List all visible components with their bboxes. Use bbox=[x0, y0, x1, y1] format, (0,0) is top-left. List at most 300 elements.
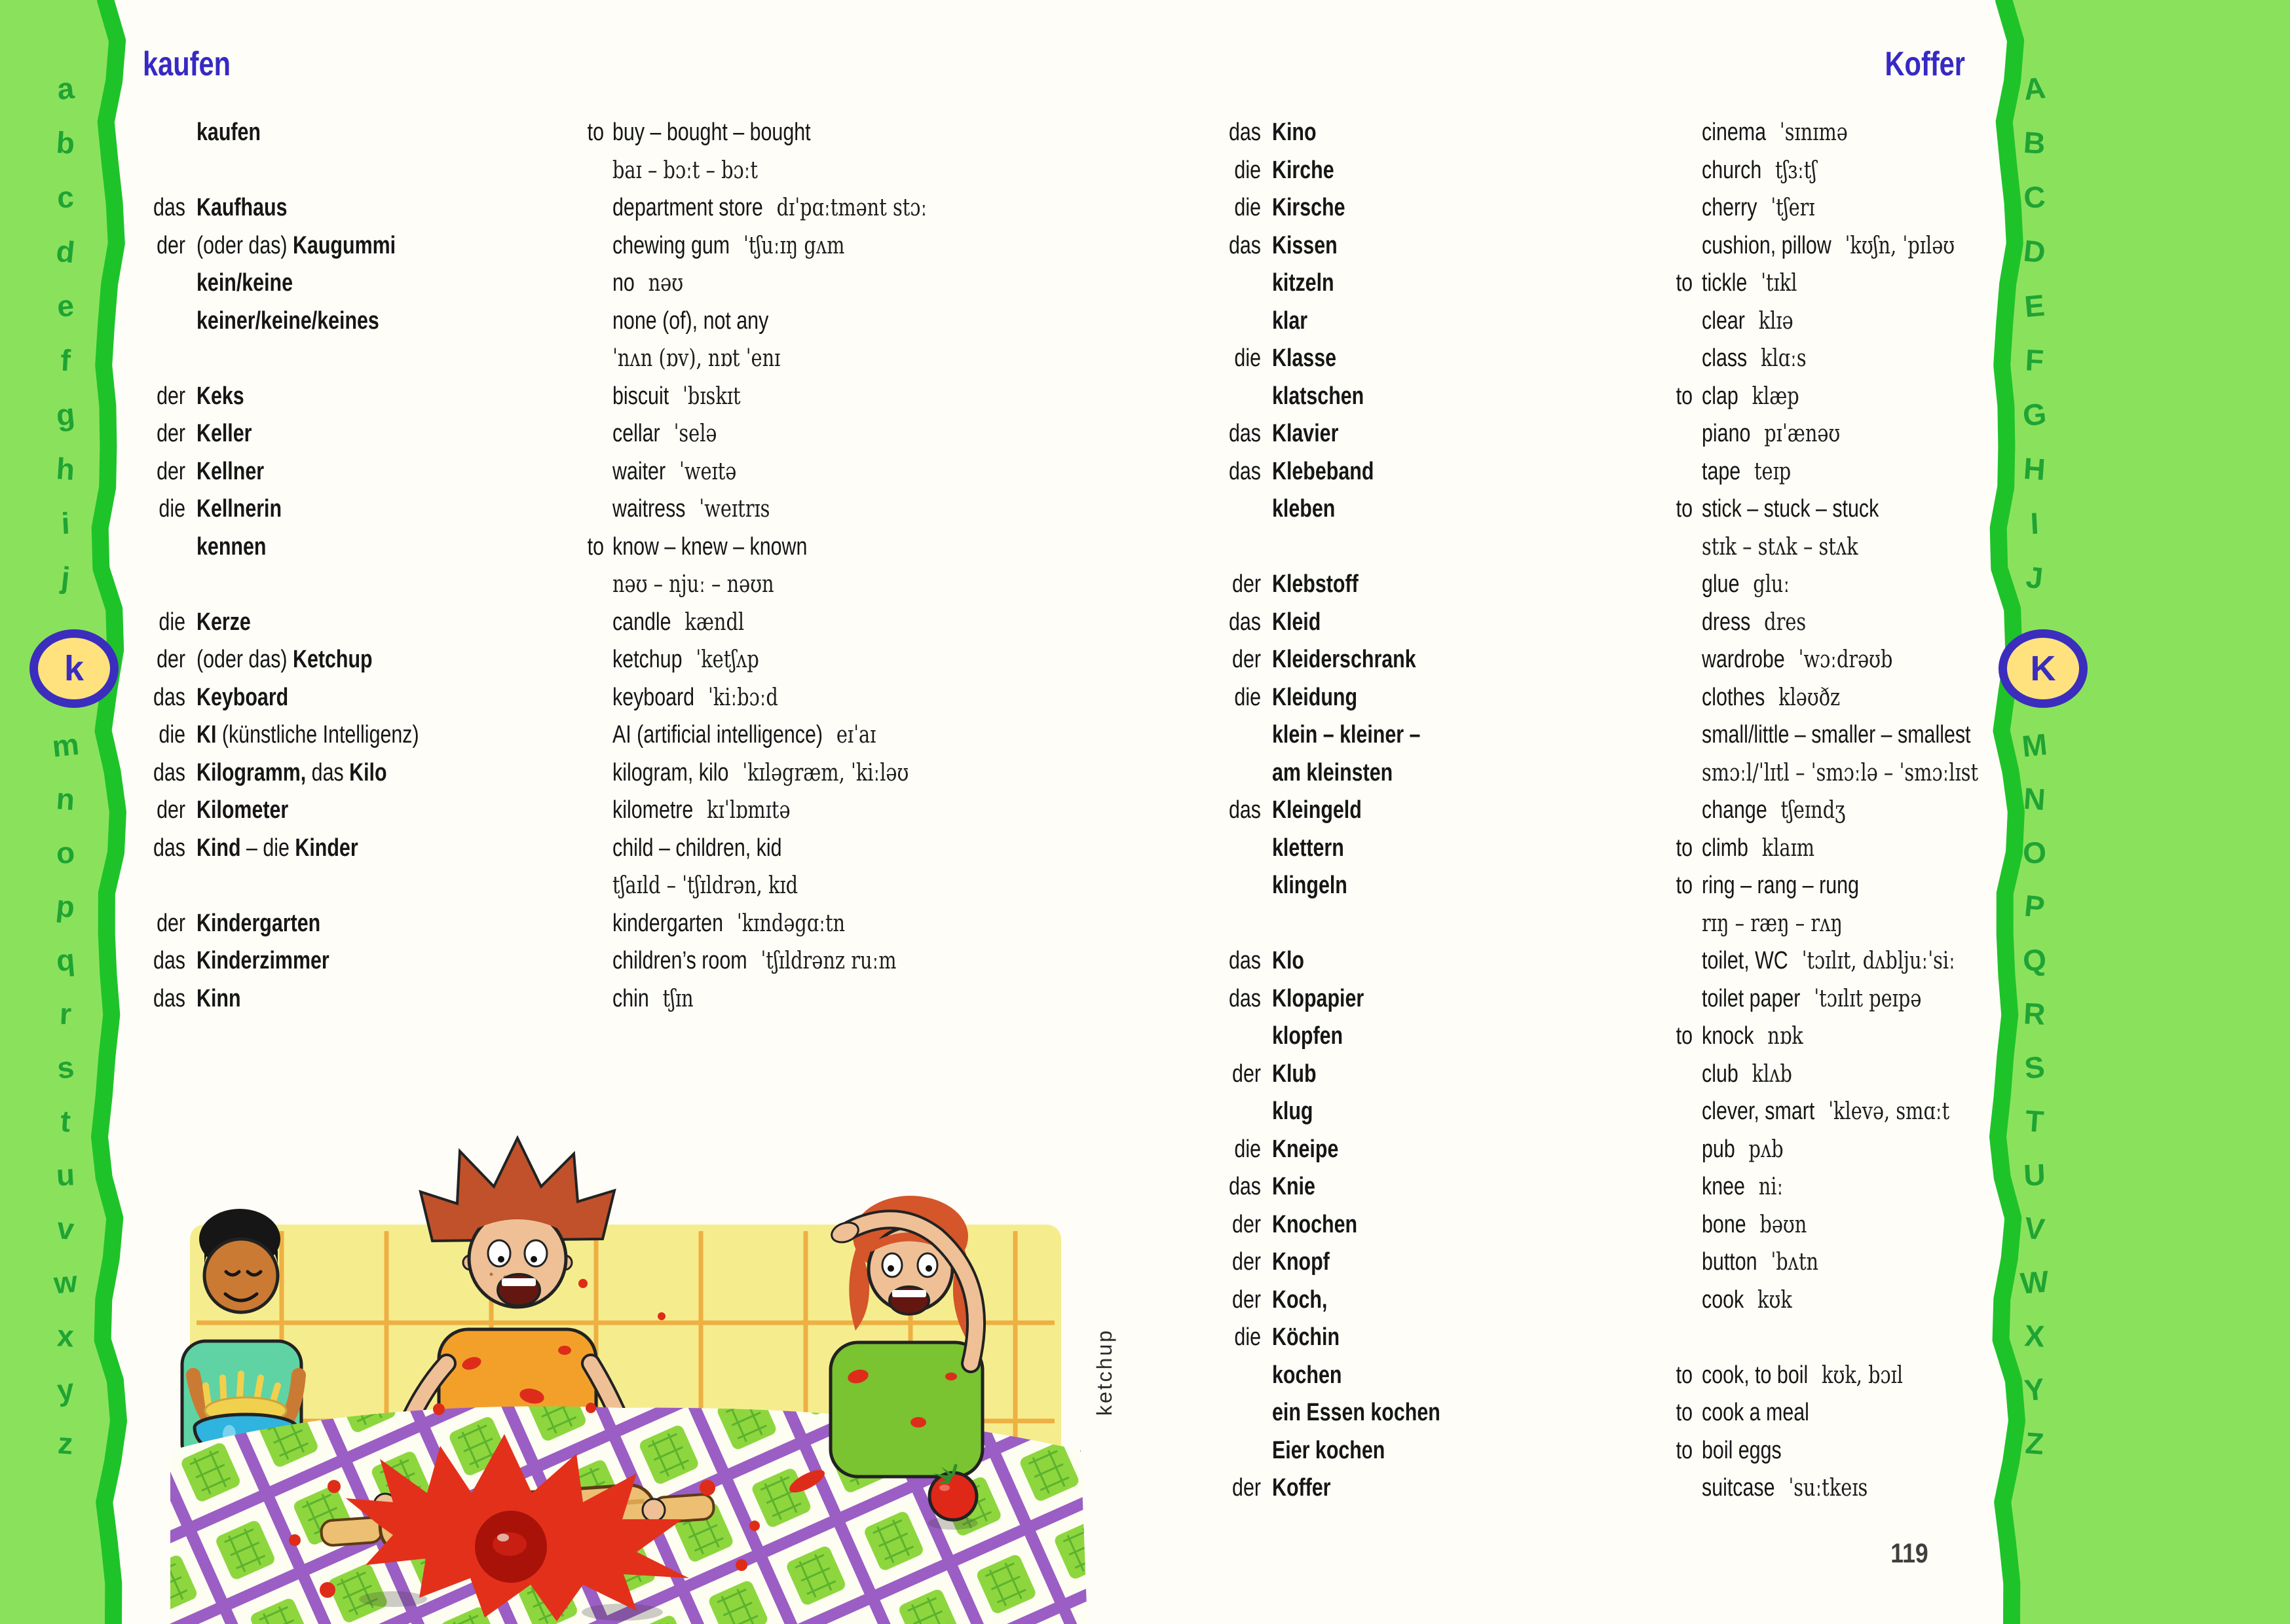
ipa-transcription: rɪŋ – ræŋ – rʌŋ bbox=[1702, 910, 1843, 937]
entry-row bbox=[0, 1432, 2290, 1469]
article-label: die bbox=[159, 495, 185, 523]
ipa-transcription: tʃeɪndʒ bbox=[1780, 797, 1846, 824]
ipa-transcription: pʌb bbox=[1748, 1135, 1784, 1163]
german-term bbox=[1272, 942, 1304, 979]
german-word: Eier kochen bbox=[1272, 1436, 1385, 1464]
german-term bbox=[1272, 830, 1344, 866]
german-word: Kinn bbox=[197, 984, 241, 1012]
to-particle: to bbox=[1676, 269, 1693, 297]
ipa-transcription: ˈbʌtn bbox=[1771, 1249, 1819, 1276]
article-label: das bbox=[153, 194, 185, 221]
german-word: Klub bbox=[1272, 1060, 1317, 1088]
entry-row bbox=[0, 528, 2290, 565]
ipa-transcription: kʊk, bɔɪl bbox=[1822, 1361, 1904, 1389]
english-translation bbox=[1702, 792, 1845, 829]
german-word: klein – kleiner – bbox=[1272, 721, 1421, 748]
ipa-transcription: ˈtɪkl bbox=[1761, 270, 1797, 297]
entry-row bbox=[0, 303, 2290, 339]
english-translation bbox=[1702, 1282, 1792, 1319]
english-word: ketchup bbox=[612, 646, 683, 673]
english-translation bbox=[1702, 604, 1806, 641]
article-label: das bbox=[1228, 457, 1261, 485]
german-word: kein/keine bbox=[197, 269, 293, 297]
german-word: klopfen bbox=[1272, 1022, 1343, 1050]
alphabet-letter-Z: Z bbox=[2024, 1426, 2045, 1461]
entry-row bbox=[0, 227, 2290, 264]
article-label: das bbox=[153, 834, 185, 862]
german-word: Kneipe bbox=[1272, 1135, 1339, 1163]
english-word: ring – rang – rung bbox=[1702, 872, 1859, 899]
german-word-2: Kinder bbox=[295, 834, 358, 862]
english-word: toilet paper bbox=[1702, 984, 1801, 1012]
german-word: klug bbox=[1272, 1098, 1313, 1125]
german-term bbox=[1272, 980, 1364, 1017]
german-word: Klo bbox=[1272, 947, 1304, 974]
ipa-transcription: kʊk bbox=[1757, 1286, 1792, 1314]
english-translation bbox=[1702, 679, 1840, 716]
ipa-transcription: pɪˈænəʊ bbox=[1764, 420, 1841, 447]
ipa-transcription: klæp bbox=[1752, 382, 1799, 410]
alphabet-letter-e: e bbox=[55, 287, 76, 324]
entry-row bbox=[0, 830, 2290, 866]
german-word: Klopapier bbox=[1272, 984, 1364, 1012]
alphabet-letter-E: E bbox=[2023, 287, 2046, 324]
german-word: Klavier bbox=[1272, 420, 1339, 447]
german-word: Kissen bbox=[1272, 231, 1338, 259]
english-word: buy – bought – bought bbox=[612, 119, 811, 146]
article-label: der bbox=[157, 909, 185, 937]
english-word: waitress bbox=[612, 495, 686, 523]
german-term bbox=[1272, 189, 1345, 226]
german-word: KI bbox=[197, 721, 217, 748]
entry-row bbox=[0, 1131, 2290, 1168]
german-term bbox=[1272, 1282, 1327, 1318]
german-word: Ketchup bbox=[293, 646, 373, 673]
english-word: clever, smart bbox=[1702, 1098, 1815, 1125]
german-word: Kerze bbox=[197, 608, 251, 636]
to-particle: to bbox=[1676, 834, 1693, 862]
english-word: chewing gum bbox=[612, 231, 730, 259]
alphabet-letter-x: x bbox=[56, 1318, 75, 1354]
english-word: cook bbox=[1702, 1285, 1744, 1314]
alphabet-letter-t: t bbox=[59, 1103, 72, 1139]
german-word: Kirsche bbox=[1272, 194, 1345, 221]
german-word: Koch, bbox=[1272, 1285, 1328, 1314]
article-label: die bbox=[1234, 344, 1261, 372]
article-label: das bbox=[153, 758, 185, 786]
german-word: Kirche bbox=[1272, 156, 1334, 184]
english-word: no bbox=[612, 269, 635, 297]
german-word: Kilometer bbox=[197, 796, 289, 824]
german-word: Klasse bbox=[1272, 344, 1337, 372]
english-word: button bbox=[1702, 1248, 1757, 1276]
ipa-transcription: ˈtɔɪlɪt peɪpə bbox=[1814, 985, 1922, 1012]
ipa-transcription: ˈnʌn (ɒv), nɒt ˈenɪ bbox=[612, 345, 781, 372]
alphabet-letter-s: s bbox=[55, 1049, 76, 1086]
ipa-transcription: ˈweɪtrɪs bbox=[699, 496, 770, 523]
alphabet-letter-R: R bbox=[2023, 996, 2046, 1031]
english-word: department store bbox=[612, 194, 763, 221]
ipa-transcription: tʃɪn bbox=[662, 985, 694, 1012]
alphabet-letter-S: S bbox=[2023, 1049, 2046, 1086]
article-label: der bbox=[1232, 570, 1261, 598]
english-word: cinema bbox=[1702, 119, 1766, 146]
german-term bbox=[1272, 1093, 1313, 1130]
article-label: der bbox=[157, 796, 185, 824]
english-word: climb bbox=[1702, 834, 1748, 862]
english-translation bbox=[1702, 114, 1848, 151]
entry-row bbox=[0, 754, 2290, 791]
ipa-transcription: gluː bbox=[1753, 571, 1790, 598]
to-particle: to bbox=[1676, 1399, 1693, 1426]
english-word: cellar bbox=[612, 420, 660, 447]
entry-row bbox=[0, 1168, 2290, 1205]
english-word: none (of), not any bbox=[612, 306, 769, 335]
german-word: Kleid bbox=[1272, 608, 1321, 636]
english-translation bbox=[1702, 905, 1843, 942]
english-word: wardrobe bbox=[1702, 646, 1785, 673]
alphabet-letter-H: H bbox=[2022, 451, 2047, 487]
ipa-transcription: dɪˈpɑːtmənt stɔː bbox=[776, 194, 928, 221]
english-translation bbox=[1702, 830, 1814, 867]
german-term bbox=[1272, 265, 1334, 301]
english-word: clothes bbox=[1702, 683, 1765, 711]
ipa-transcription: kɪˈlɒmɪtə bbox=[707, 797, 791, 824]
entry-row bbox=[0, 189, 2290, 226]
english-word: stick – stuck – stuck bbox=[1702, 495, 1879, 523]
alphabet-letter-M: M bbox=[2020, 727, 2049, 764]
english-word: kindergarten bbox=[612, 909, 723, 937]
german-word: Klebstoff bbox=[1272, 570, 1359, 598]
english-word: tickle bbox=[1702, 269, 1748, 297]
alphabet-letter-v: v bbox=[55, 1210, 76, 1247]
german-pre: (oder das) bbox=[197, 231, 293, 259]
alphabet-letter-m: m bbox=[50, 727, 81, 764]
page-number: 119 bbox=[1890, 1538, 1928, 1568]
english-word: dress bbox=[1702, 608, 1751, 636]
german-term bbox=[1272, 1319, 1340, 1356]
english-translation bbox=[1702, 942, 1955, 980]
entry-row bbox=[0, 453, 2290, 490]
alphabet-letter-c: c bbox=[56, 179, 75, 215]
article-label: der bbox=[1232, 646, 1261, 673]
german-word: Kleingeld bbox=[1272, 796, 1362, 824]
entry-row bbox=[0, 716, 2290, 753]
ipa-transcription: tʃɜːtʃ bbox=[1775, 157, 1817, 184]
german-term bbox=[1272, 566, 1359, 602]
german-term bbox=[1272, 604, 1321, 640]
german-word: Kellner bbox=[197, 457, 265, 485]
german-term bbox=[1272, 378, 1364, 415]
article-label: der bbox=[1232, 1060, 1261, 1088]
german-term bbox=[1272, 1432, 1385, 1469]
entry-row bbox=[0, 679, 2290, 716]
alphabet-highlight-k: k bbox=[29, 629, 119, 708]
german-term bbox=[1272, 1244, 1330, 1280]
english-translation bbox=[1702, 490, 1879, 527]
ipa-transcription: ˈtʃɪldrənz ruːm bbox=[760, 948, 897, 974]
english-translation bbox=[1702, 415, 1840, 452]
alphabet-letter-g: g bbox=[54, 396, 77, 433]
article-label: das bbox=[153, 947, 185, 974]
english-word: candle bbox=[612, 608, 671, 636]
ipa-transcription: klaɪm bbox=[1761, 834, 1815, 862]
to-particle: to bbox=[1676, 382, 1693, 410]
article-label: die bbox=[1234, 156, 1261, 184]
german-word: kleben bbox=[1272, 495, 1336, 523]
german-term bbox=[1272, 453, 1374, 490]
german-word: Kind bbox=[197, 834, 241, 862]
to-particle: to bbox=[1676, 495, 1693, 523]
article-label: die bbox=[1234, 1135, 1261, 1163]
to-particle: to bbox=[587, 532, 604, 561]
ipa-transcription: bəʊn bbox=[1759, 1211, 1807, 1238]
entry-row bbox=[0, 604, 2290, 640]
entry-row bbox=[0, 1394, 2290, 1431]
entry-row bbox=[0, 792, 2290, 828]
german-term bbox=[1272, 716, 1420, 753]
article-label: die bbox=[159, 608, 185, 636]
german-mid: – die bbox=[240, 834, 295, 862]
english-translation bbox=[1702, 303, 1793, 340]
ipa-transcription: ˈkɪləgræm, ˈkiːləʊ bbox=[742, 759, 909, 786]
english-word: AI (artificial intelligence) bbox=[612, 721, 823, 748]
to-particle: to bbox=[1676, 1361, 1693, 1389]
german-word: klettern bbox=[1272, 834, 1344, 862]
article-label: die bbox=[1234, 1323, 1261, 1351]
ipa-transcription: smɔːl/ˈlɪtl – ˈsmɔːlə – ˈsmɔːlɪst bbox=[1702, 759, 1979, 786]
german-word: Keller bbox=[197, 420, 252, 447]
alphabet-letter-i: i bbox=[60, 506, 71, 541]
english-word: clear bbox=[1702, 306, 1745, 335]
ipa-transcription: klɑːs bbox=[1761, 345, 1807, 372]
alphabet-letter-w: w bbox=[52, 1264, 79, 1301]
german-word-2: Kilo bbox=[349, 758, 387, 786]
german-mid: das bbox=[306, 758, 350, 786]
english-translation bbox=[1702, 528, 1858, 566]
german-word: Kino bbox=[1272, 119, 1317, 146]
alphabet-letter-F: F bbox=[2024, 342, 2045, 378]
english-word: bone bbox=[1702, 1210, 1746, 1238]
ipa-transcription: baɪ – bɔːt – bɔːt bbox=[612, 157, 758, 184]
entry-row bbox=[0, 1282, 2290, 1318]
alphabet-letter-q: q bbox=[54, 942, 77, 978]
german-word: Kilogramm, bbox=[197, 758, 307, 786]
article-label: das bbox=[1228, 984, 1261, 1012]
entry-row bbox=[0, 867, 2290, 904]
english-translation bbox=[1702, 754, 1978, 792]
german-word: klar bbox=[1272, 306, 1308, 335]
article-label: das bbox=[153, 683, 185, 711]
english-translation bbox=[1702, 566, 1790, 603]
article-label: das bbox=[1228, 796, 1261, 824]
alphabet-letter-r: r bbox=[58, 996, 73, 1031]
english-word: class bbox=[1702, 344, 1748, 372]
entry-row bbox=[0, 415, 2290, 452]
ipa-transcription: ˈklevə, smɑːt bbox=[1828, 1098, 1950, 1125]
english-word: keyboard bbox=[612, 683, 695, 711]
english-word: chin bbox=[612, 984, 649, 1012]
german-word: kitzeln bbox=[1272, 269, 1334, 297]
entry-row bbox=[0, 1093, 2290, 1130]
english-translation bbox=[1702, 1131, 1784, 1168]
english-word: children’s room bbox=[612, 947, 747, 974]
alphabet-letter-O: O bbox=[2021, 835, 2048, 870]
ipa-transcription: ˈtɔɪlɪt, dʌbljuːˈsiː bbox=[1801, 948, 1955, 974]
entry-row bbox=[0, 1056, 2290, 1092]
german-term bbox=[1272, 1131, 1338, 1168]
entry-row bbox=[0, 1018, 2290, 1054]
entry-row bbox=[0, 1206, 2290, 1243]
alphabet-letter-j: j bbox=[59, 560, 72, 595]
english-word: knock bbox=[1702, 1022, 1754, 1050]
entry-row bbox=[0, 1357, 2290, 1393]
alphabet-letter-C: C bbox=[2023, 179, 2046, 215]
english-translation bbox=[1702, 1018, 1803, 1055]
entry-row bbox=[0, 265, 2290, 301]
entry-row bbox=[0, 1319, 2290, 1356]
alphabet-letter-G: G bbox=[2021, 396, 2048, 433]
english-translation bbox=[1702, 1168, 1783, 1206]
article-label: der bbox=[1232, 1248, 1261, 1276]
german-word: Köchin bbox=[1272, 1323, 1340, 1351]
english-translation bbox=[1702, 1206, 1807, 1244]
english-translation bbox=[1702, 716, 1971, 753]
english-translation bbox=[1702, 227, 1955, 265]
ipa-transcription: ˈketʃʌp bbox=[696, 646, 759, 673]
english-translation bbox=[1702, 1093, 1949, 1130]
alphabet-letter-T: T bbox=[2024, 1103, 2045, 1139]
german-term bbox=[1272, 415, 1338, 452]
german-word: Keyboard bbox=[197, 683, 289, 711]
english-translation bbox=[1702, 152, 1816, 189]
german-word: klatschen bbox=[1272, 382, 1364, 410]
english-word: small/little – smaller – smallest bbox=[1702, 721, 1971, 748]
english-word: piano bbox=[1702, 420, 1751, 447]
german-term bbox=[1272, 340, 1336, 377]
ipa-transcription: ˈweɪtə bbox=[679, 458, 737, 485]
right-page-header: Koffer bbox=[1885, 45, 1965, 83]
article-label: das bbox=[1228, 231, 1261, 259]
entry-row bbox=[0, 378, 2290, 415]
german-word: Kaufhaus bbox=[197, 194, 288, 221]
ipa-transcription: kləʊðz bbox=[1778, 684, 1841, 711]
ipa-transcription: nɒk bbox=[1767, 1023, 1803, 1050]
alphabet-letter-d: d bbox=[54, 233, 77, 270]
ipa-transcription: tʃaɪld – ˈtʃɪldrən, kɪd bbox=[612, 872, 798, 899]
alphabet-letter-B: B bbox=[2022, 124, 2047, 161]
ipa-transcription: klɪə bbox=[1758, 307, 1793, 335]
alphabet-letter-P: P bbox=[2023, 888, 2046, 925]
german-word: Knopf bbox=[1272, 1248, 1330, 1276]
english-translation bbox=[1702, 1056, 1792, 1093]
entry-row bbox=[0, 641, 2290, 678]
german-word: keiner/keine/keines bbox=[197, 306, 379, 335]
english-translation bbox=[1702, 1394, 1809, 1431]
to-particle: to bbox=[1676, 872, 1693, 899]
german-term bbox=[1272, 1357, 1342, 1393]
ipa-transcription: niː bbox=[1758, 1173, 1784, 1200]
ipa-transcription: ˈsɪnɪmə bbox=[1779, 119, 1848, 146]
to-particle: to bbox=[1676, 1436, 1693, 1464]
alphabet-letter-U: U bbox=[2023, 1157, 2046, 1192]
alphabet-letter-h: h bbox=[55, 451, 76, 487]
english-word: cherry bbox=[1702, 194, 1757, 221]
english-word: clap bbox=[1702, 382, 1738, 410]
english-translation bbox=[1702, 641, 1892, 678]
english-word: suitcase bbox=[1702, 1474, 1775, 1502]
alphabet-highlight-K: K bbox=[1999, 629, 2088, 708]
english-word: change bbox=[1702, 796, 1767, 824]
german-term bbox=[1272, 152, 1334, 189]
english-translation bbox=[1702, 1357, 1903, 1394]
german-word: Keks bbox=[197, 382, 244, 410]
english-word: biscuit bbox=[612, 382, 669, 410]
ipa-transcription: ˈwɔːdrəʊb bbox=[1798, 646, 1893, 673]
entry-row bbox=[0, 942, 2290, 979]
alphabet-letter-f: f bbox=[59, 342, 72, 378]
german-word: klingeln bbox=[1272, 872, 1347, 899]
english-word: kilogram, kilo bbox=[612, 758, 729, 786]
ipa-transcription: ˈtʃuːɪŋ gʌm bbox=[743, 232, 845, 259]
ipa-transcription: kændl bbox=[685, 608, 745, 636]
alphabet-letter-a: a bbox=[55, 70, 76, 107]
german-word: ein Essen kochen bbox=[1272, 1399, 1440, 1426]
ipa-transcription: ˈkɪndəgɑːtn bbox=[736, 910, 846, 937]
english-word: know – knew – known bbox=[612, 532, 808, 561]
german-word: Kinderzimmer bbox=[197, 947, 329, 974]
ipa-transcription: ˈsuːtkeɪs bbox=[1788, 1475, 1868, 1502]
alphabet-letter-I: I bbox=[2029, 506, 2040, 541]
german-word: kochen bbox=[1272, 1361, 1342, 1389]
alphabet-letter-u: u bbox=[55, 1157, 76, 1192]
alphabet-letter-p: p bbox=[54, 888, 77, 925]
ipa-transcription: teɪp bbox=[1754, 458, 1792, 485]
english-translation bbox=[1702, 378, 1799, 415]
entry-row bbox=[0, 340, 2290, 377]
english-word: pub bbox=[1702, 1135, 1735, 1163]
german-term bbox=[1272, 641, 1416, 678]
german-term bbox=[1272, 1168, 1315, 1205]
english-word: glue bbox=[1702, 570, 1740, 598]
article-label: das bbox=[153, 984, 185, 1012]
article-label: die bbox=[1234, 683, 1261, 711]
english-word: child – children, kid bbox=[612, 834, 782, 862]
english-translation bbox=[1702, 189, 1815, 227]
illustration-caption: ketchup bbox=[1093, 1328, 1116, 1416]
english-translation bbox=[1702, 340, 1807, 377]
german-term bbox=[1272, 1394, 1440, 1431]
ipa-transcription: ˈselə bbox=[673, 420, 717, 447]
ipa-transcription: nəʊ – njuː – nəʊn bbox=[612, 571, 774, 598]
german-post: (künstliche Intelligenz) bbox=[216, 721, 419, 748]
english-word: club bbox=[1702, 1060, 1738, 1088]
english-word: cook a meal bbox=[1702, 1399, 1809, 1426]
article-label: der bbox=[157, 231, 185, 259]
alphabet-letter-N: N bbox=[2022, 781, 2047, 817]
ipa-transcription: klʌb bbox=[1752, 1060, 1792, 1088]
english-word: cushion, pillow bbox=[1702, 231, 1831, 259]
german-term bbox=[1272, 1206, 1357, 1243]
ipa-transcription: ˈbɪskɪt bbox=[682, 382, 741, 410]
german-word: Kleiderschrank bbox=[1272, 646, 1416, 673]
alphabet-letter-z: z bbox=[56, 1426, 75, 1461]
ipa-transcription: nəʊ bbox=[648, 270, 684, 297]
entry-row bbox=[0, 566, 2290, 602]
english-translation bbox=[1702, 265, 1797, 302]
alphabet-letter-J: J bbox=[2024, 559, 2045, 596]
english-translation bbox=[1702, 1244, 1818, 1281]
